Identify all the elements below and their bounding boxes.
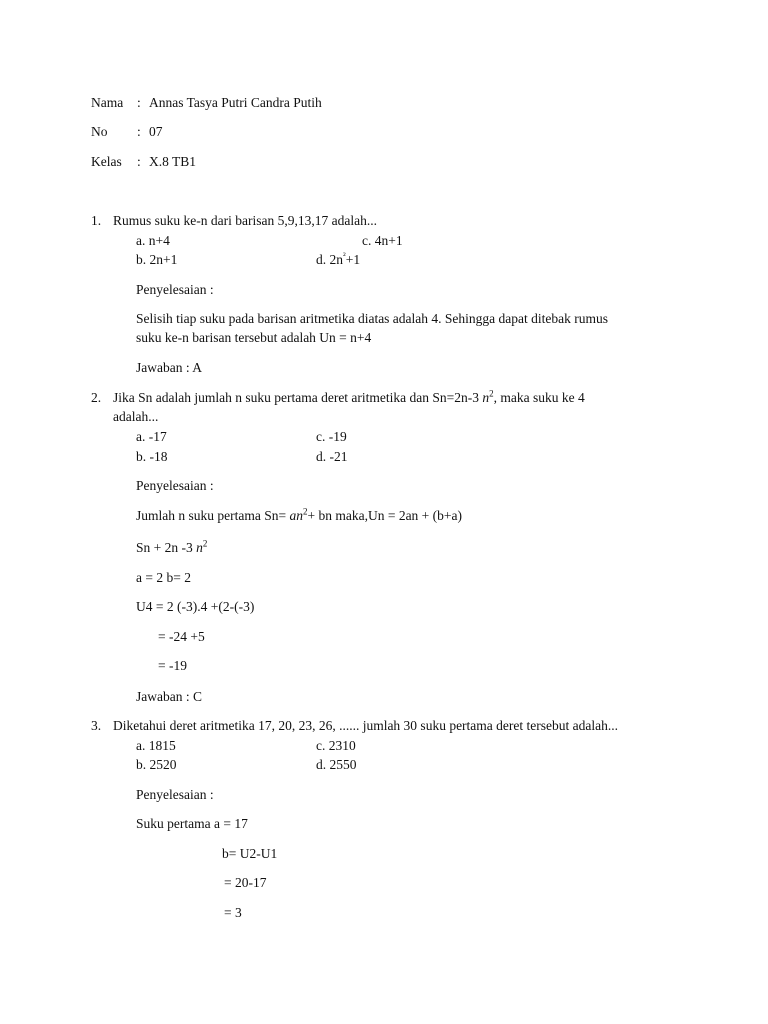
q3-option-b: b. 2520 — [136, 757, 177, 772]
class-row — [91, 153, 196, 171]
number-value: 07 — [149, 124, 163, 139]
name-row — [91, 94, 322, 112]
q3-first-term: Suku pertama a = 17 — [136, 816, 248, 831]
q1-option-d — [316, 251, 360, 269]
q2-formula-variable: an — [289, 508, 303, 523]
q2-option-d: d. -21 — [316, 449, 348, 464]
name-label: Nama — [91, 95, 124, 110]
q2-solution-label: Penyelesaian : — [136, 478, 214, 493]
question-2-text-line-2: adalah... — [113, 409, 159, 424]
class-label: Kelas — [91, 154, 122, 169]
q2-u4-line-3: = -19 — [158, 658, 187, 673]
q1-answer: Jawaban : A — [136, 360, 202, 375]
q2-formula — [136, 507, 462, 525]
q2-option-c: c. -19 — [316, 429, 347, 444]
q2-sn-variable: n — [196, 540, 203, 555]
q3-b-line-1: b= U2-U1 — [222, 846, 278, 861]
q1-option-d-base: d. 2n — [316, 252, 343, 267]
q2-sn-line — [136, 539, 207, 557]
name-colon: : — [137, 95, 141, 110]
q2-formula-start: Jumlah n suku pertama Sn= — [136, 508, 287, 523]
question-3-number: 3. — [91, 718, 102, 733]
question-1 — [91, 212, 377, 230]
class-colon: : — [137, 154, 141, 169]
question-2-text-end: , maka suku ke 4 — [493, 390, 585, 405]
q3-b-line-2: = 20-17 — [224, 875, 267, 890]
number-row — [91, 123, 163, 141]
q2-sn-exponent: 2 — [202, 538, 208, 549]
q2-option-b: b. -18 — [136, 449, 168, 464]
question-1-text: Rumus suku ke-n dari barisan 5,9,13,17 adalah... — [113, 213, 377, 228]
q1-option-a: a. n+4 — [136, 233, 170, 248]
question-1-number: 1. — [91, 213, 102, 228]
question-3-text: Diketahui deret aritmetika 17, 20, 23, 26, ...... jumlah 30 suku pertama deret tersebut adalah... — [113, 718, 618, 733]
q1-option-b: b. 2n+1 — [136, 252, 178, 267]
q1-explanation-line-1: Selisih tiap suku pada barisan aritmetika diatas adalah 4. Sehingga dapat ditebak rumus — [136, 311, 608, 326]
question-2 — [91, 389, 585, 407]
q3-option-d: d. 2550 — [316, 757, 357, 772]
q2-sn-start: Sn + 2n -3 — [136, 540, 193, 555]
q1-option-c: c. 4n+1 — [362, 233, 403, 248]
q1-explanation-line-2: suku ke-n barisan tersebut adalah Un = n+4 — [136, 330, 372, 345]
number-colon: : — [137, 124, 141, 139]
q2-formula-exponent: 2 — [302, 506, 308, 517]
number-label: No — [91, 124, 108, 139]
question-2-number: 2. — [91, 390, 102, 405]
question-3 — [91, 717, 618, 735]
q3-solution-label: Penyelesaian : — [136, 787, 214, 802]
question-2-variable: n — [482, 390, 490, 405]
q2-u4-line-1: U4 = 2 (-3).4 +(2-(-3) — [136, 599, 255, 614]
q2-formula-end: + bn maka,Un = 2an + (b+a) — [307, 508, 463, 523]
q2-option-a: a. -17 — [136, 429, 167, 444]
q2-u4-line-2: = -24 +5 — [158, 629, 205, 644]
q3-option-a: a. 1815 — [136, 738, 176, 753]
q1-option-d-rest: +1 — [345, 252, 361, 267]
question-2-text-start: Jika Sn adalah jumlah n suku pertama deret aritmetika dan Sn=2n-3 — [113, 390, 480, 405]
q1-solution-label: Penyelesaian : — [136, 282, 214, 297]
q3-b-line-3: = 3 — [224, 905, 242, 920]
q2-ab-values: a = 2 b= 2 — [136, 570, 191, 585]
q2-answer: Jawaban : C — [136, 689, 202, 704]
name-value: Annas Tasya Putri Candra Putih — [149, 95, 322, 110]
class-value: X.8 TB1 — [149, 154, 197, 169]
q1-option-d-exponent: ² — [343, 250, 346, 261]
question-2-exponent: 2 — [489, 388, 494, 399]
q3-option-c: c. 2310 — [316, 738, 356, 753]
